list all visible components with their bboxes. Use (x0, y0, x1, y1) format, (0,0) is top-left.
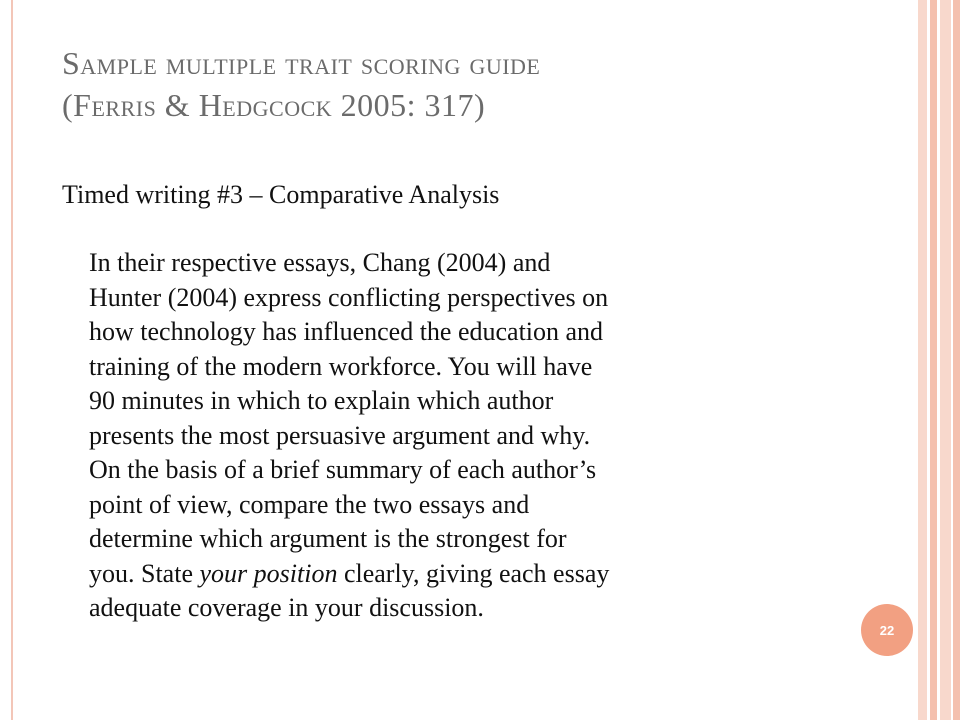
body-line: determine which argument is the strongest for (89, 524, 567, 553)
right-decorative-stripe (918, 0, 927, 720)
body-line-mixed (89, 557, 859, 592)
slide-title (62, 42, 902, 126)
body-line: how technology has influenced the education and (89, 317, 604, 346)
left-border-line (11, 0, 13, 720)
prompt-body (89, 246, 859, 626)
slide-subheading: Timed writing #3 – Comparative Analysis (62, 180, 500, 209)
slide-title-line-2: (Ferris & Hedgcock 2005: 317) (62, 87, 486, 123)
emphasized-text: your position (199, 558, 338, 588)
right-decorative-stripe (940, 0, 951, 720)
body-text-segment: clearly, giving each essay (337, 558, 610, 588)
body-line: point of view, compare the two essays and (89, 489, 530, 519)
body-line: Hunter (2004) express conflicting perspectives on (89, 282, 609, 312)
slide-title-line-1: Sample multiple trait scoring guide (62, 45, 541, 81)
body-line: training of the modern workforce. You will have (89, 351, 593, 381)
body-line: In their respective essays, Chang (2004) and (89, 248, 551, 277)
right-decorative-stripe (953, 0, 960, 720)
body-line: presents the most persuasive argument and why. (89, 420, 591, 450)
body-line: adequate coverage in your discussion. (89, 593, 484, 622)
body-line: 90 minutes in which to explain which author (89, 386, 554, 415)
page-number-badge: 22 (861, 604, 913, 656)
right-decorative-stripe (930, 0, 937, 720)
body-line: On the basis of a brief summary of each author’s (89, 455, 597, 484)
body-text-segment: you. State (89, 558, 200, 588)
